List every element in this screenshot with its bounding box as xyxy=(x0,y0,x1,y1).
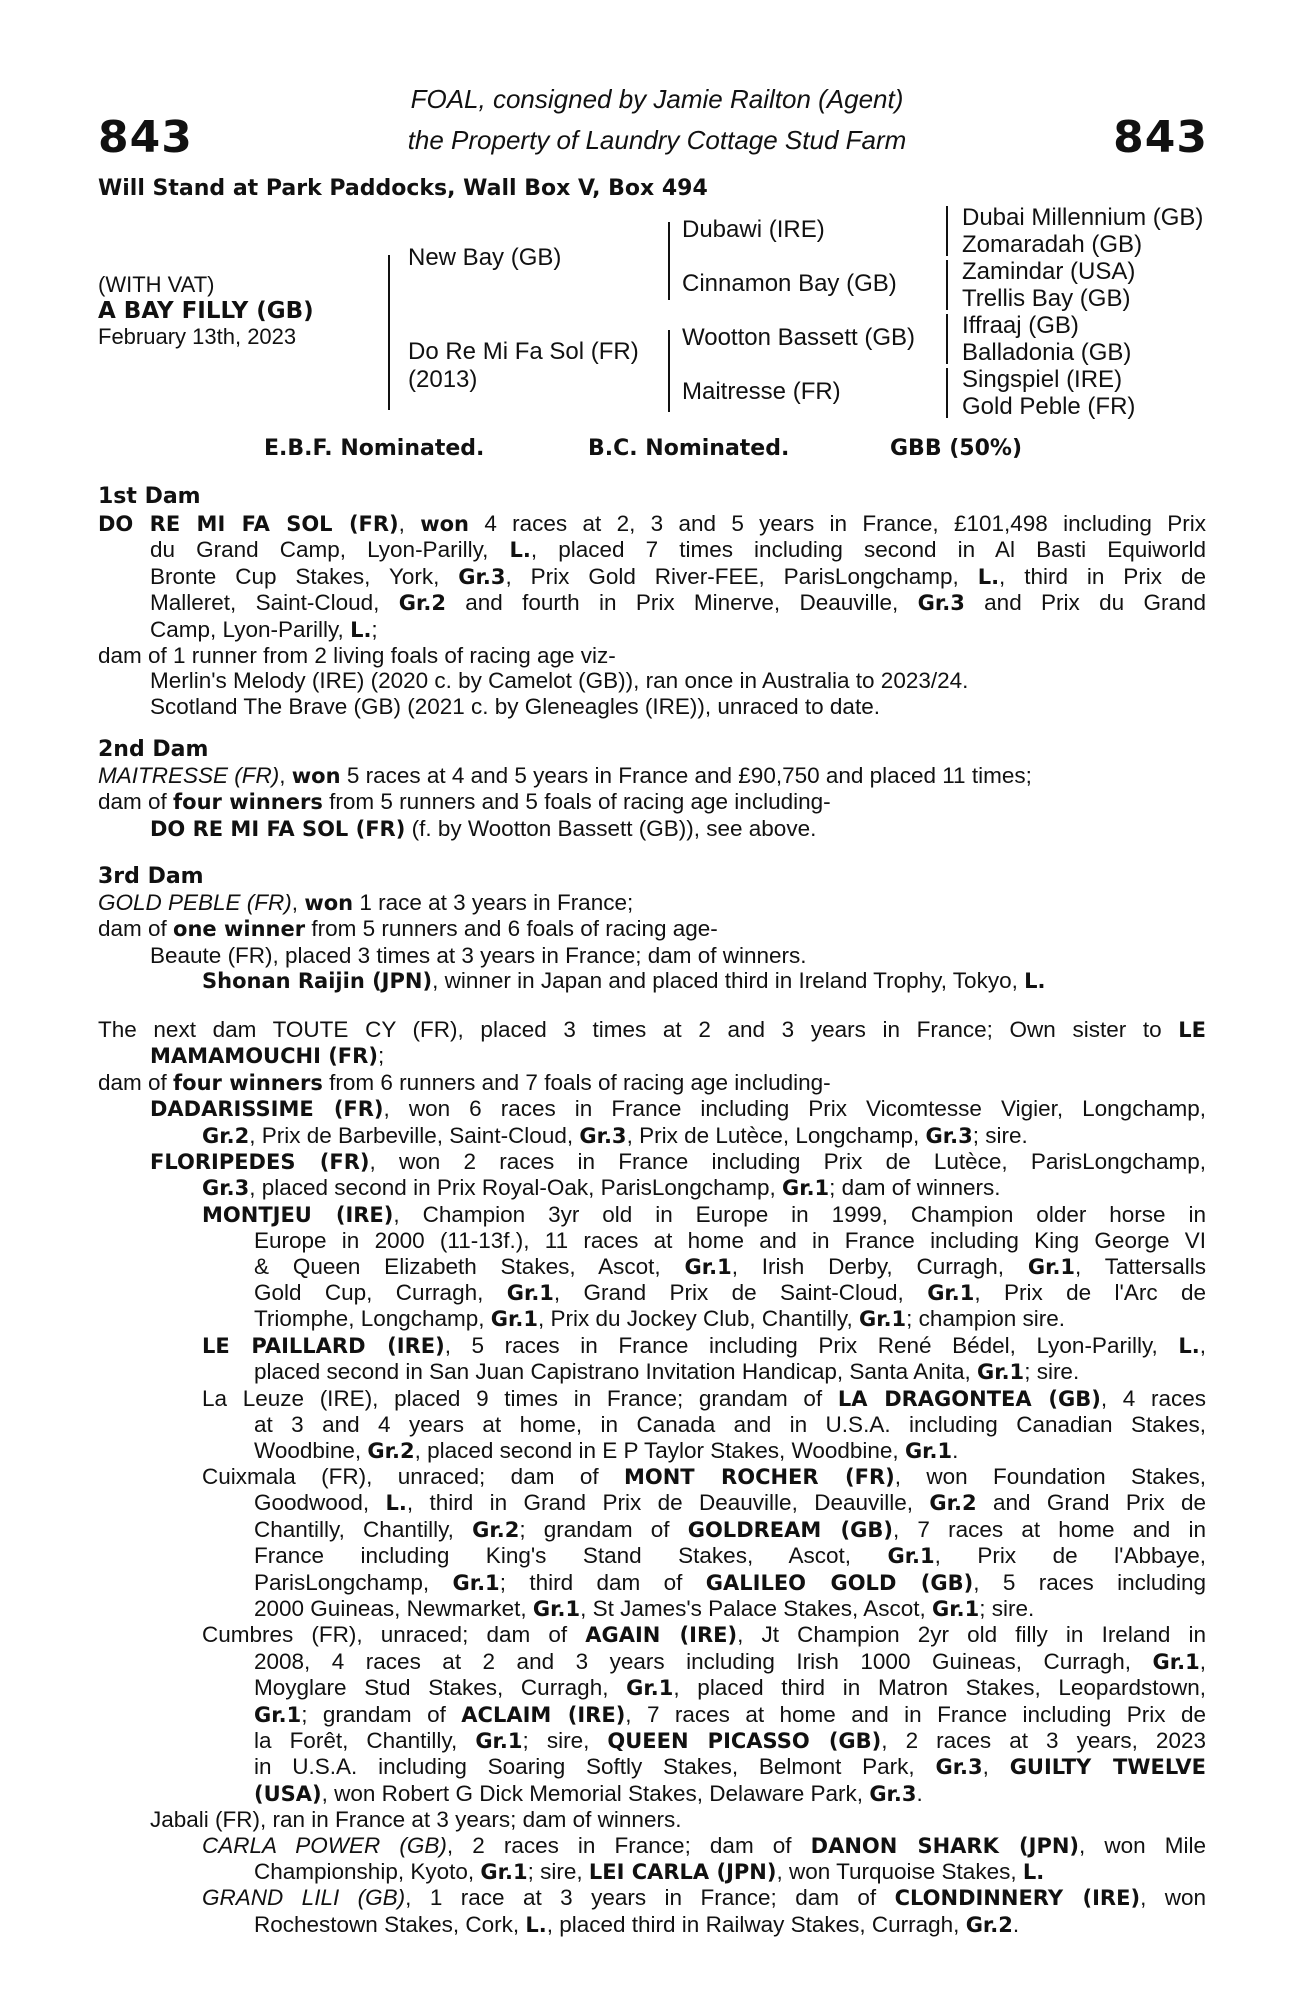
text-line: Scotland The Brave (GB) (2021 c. by Gleneagles (IRE)), unraced to date. xyxy=(150,693,880,719)
second-dam-heading: 2nd Dam xyxy=(98,737,209,762)
text-line: Cumbres (FR), unraced; dam of AGAIN (IRE), Jt Champion 2yr old filly in Ireland in xyxy=(202,1622,1206,1648)
text-line: MONTJEU (IRE), Champion 3yr old in Europe in 1999, Champion older horse in xyxy=(202,1201,1207,1227)
text-line: du Grand Camp, Lyon-Parilly, L., placed 7 times including second in Al Basti Equiworld xyxy=(150,537,1206,563)
stand-location: Will Stand at Park Paddocks, Wall Box V, Box 494 xyxy=(98,176,708,201)
vat-note: (WITH VAT) xyxy=(98,272,215,297)
consignment-line-1: FOAL, consigned by Jamie Railton (Agent) xyxy=(410,84,904,114)
pedigree-dss: Iffraaj (GB) xyxy=(962,312,1079,339)
text-line: Merlin's Melody (IRE) (2020 c. by Camelot (GB)), ran once in Australia to 2023/24. xyxy=(150,668,969,694)
text-line: Bronte Cup Stakes, York, Gr.3, Prix Gold River-FEE, ParisLongchamp, L., third in Prix de xyxy=(150,563,1206,589)
text-line: Chantilly, Chantilly, Gr.2; grandam of GOLDREAM (GB), 7 races at home and in xyxy=(254,1516,1206,1542)
pedigree-dam: Do Re Mi Fa Sol (FR) xyxy=(408,338,639,365)
pedigree-brace-dam xyxy=(668,330,670,412)
pedigree-brace-main xyxy=(388,255,390,410)
pedigree-brace-ss xyxy=(946,206,948,256)
text-line: dam of 1 runner from 2 living foals of racing age viz- xyxy=(98,643,616,669)
text-line: LE PAILLARD (IRE), 5 races in France including Prix René Bédel, Lyon-Parilly, L., xyxy=(202,1332,1206,1358)
pedigree-sire: New Bay (GB) xyxy=(408,244,562,271)
text-line: dam of four winners from 6 runners and 7 foals of racing age including- xyxy=(98,1069,831,1095)
text-line: Malleret, Saint-Cloud, Gr.2 and fourth in Prix Minerve, Deauville, Gr.3 and Prix du Grand xyxy=(150,590,1206,616)
pedigree-dsd: Balladonia (GB) xyxy=(962,339,1132,366)
text-line: DO RE MI FA SOL (FR) (f. by Wootton Bassett (GB)), see above. xyxy=(150,815,817,841)
text-line: dam of one winner from 5 runners and 6 foals of racing age- xyxy=(98,916,718,942)
text-line: & Queen Elizabeth Stakes, Ascot, Gr.1, Irish Derby, Curragh, Gr.1, Tattersalls xyxy=(254,1253,1206,1279)
text-line: Championship, Kyoto, Gr.1; sire, LEI CARLA (JPN), won Turquoise Stakes, L. xyxy=(254,1859,1045,1884)
pedigree-brace-sd xyxy=(946,260,948,310)
bc-nomination: B.C. Nominated. xyxy=(588,436,790,461)
pedigree-dds: Singspiel (IRE) xyxy=(962,366,1123,393)
text-line: FLORIPEDES (FR), won 2 races in France including Prix de Lutèce, ParisLongchamp, xyxy=(150,1149,1206,1175)
text-line: Gr.2, Prix de Barbeville, Saint-Cloud, Gr.3, Prix de Lutèce, Longchamp, Gr.3; sire. xyxy=(202,1122,1028,1148)
lot-number-right: 843 xyxy=(1113,112,1208,163)
text-line: Gr.1; grandam of ACLAIM (IRE), 7 races at home and in France including Prix de xyxy=(254,1701,1206,1727)
text-line: Goodwood, L., third in Grand Prix de Deauville, Deauville, Gr.2 and Grand Prix de xyxy=(254,1490,1207,1516)
foaling-date: February 13th, 2023 xyxy=(98,324,297,349)
ebf-nomination: E.B.F. Nominated. xyxy=(264,436,485,461)
text-line: DADARISSIME (FR), won 6 races in France including Prix Vicomtesse Vigier, Longchamp, xyxy=(150,1096,1206,1122)
text-line: la Forêt, Chantilly, Gr.1; sire, QUEEN PICASSO (GB), 2 races at 3 years, 2023 xyxy=(254,1727,1206,1753)
text-line: Jabali (FR), ran in France at 3 years; dam of winners. xyxy=(150,1807,682,1833)
consignment-line-2: the Property of Laundry Cottage Stud Farm xyxy=(407,125,907,155)
pedigree-dam-sire: Wootton Bassett (GB) xyxy=(682,324,915,351)
gbb-note: GBB (50%) xyxy=(890,436,1023,461)
text-line: The next dam TOUTE CY (FR), placed 3 times at 2 and 3 years in France; Own sister to LE xyxy=(98,1017,1206,1042)
text-line: MAMAMOUCHI (FR); xyxy=(150,1043,385,1069)
third-dam-heading: 3rd Dam xyxy=(98,864,204,889)
text-line: GOLD PEBLE (FR), won 1 race at 3 years in France; xyxy=(98,890,634,915)
text-line: Shonan Raijin (JPN), winner in Japan and placed third in Ireland Trophy, Tokyo, L. xyxy=(202,968,1046,994)
text-line: Europe in 2000 (11-13f.), 11 races at home and in France including King George VI xyxy=(254,1228,1206,1254)
text-line: ParisLongchamp, Gr.1; third dam of GALILEO GOLD (GB), 5 races including xyxy=(254,1569,1206,1595)
first-dam-section xyxy=(98,511,1206,719)
text-line: (USA), won Robert G Dick Memorial Stakes, Delaware Park, Gr.3. xyxy=(254,1780,923,1806)
text-line: France including King's Stand Stakes, Ascot, Gr.1, Prix de l'Abbaye, xyxy=(254,1543,1206,1569)
next-dam-section xyxy=(98,1017,1206,1938)
text-line: placed second in San Juan Capistrano Invitation Handicap, Santa Anita, Gr.1; sire. xyxy=(254,1359,1080,1385)
text-line: GRAND LILI (GB), 1 race at 3 years in France; dam of CLONDINNERY (IRE), won xyxy=(202,1885,1207,1911)
text-line: Gold Cup, Curragh, Gr.1, Grand Prix de Saint-Cloud, Gr.1, Prix de l'Arc de xyxy=(254,1280,1206,1306)
text-line: dam of four winners from 5 runners and 5 foals of racing age including- xyxy=(98,789,831,815)
pedigree-sds: Zamindar (USA) xyxy=(962,258,1136,285)
pedigree-brace-ds xyxy=(946,314,948,364)
pedigree-brace-dd xyxy=(946,368,948,418)
horse-name: A BAY FILLY (GB) xyxy=(98,298,314,324)
first-dam-heading: 1st Dam xyxy=(98,484,201,509)
text-line: Rochestown Stakes, Cork, L., placed third in Railway Stakes, Curragh, Gr.2. xyxy=(254,1911,1020,1937)
text-line: Triomphe, Longchamp, Gr.1, Prix du Jockey Club, Chantilly, Gr.1; champion sire. xyxy=(254,1306,1065,1332)
text-line: Woodbine, Gr.2, placed second in E P Taylor Stakes, Woodbine, Gr.1. xyxy=(254,1437,959,1463)
text-line: Moyglare Stud Stakes, Curragh, Gr.1, placed third in Matron Stakes, Leopardstown, xyxy=(254,1675,1206,1701)
text-line: Beaute (FR), placed 3 times at 3 years in France; dam of winners. xyxy=(150,942,807,968)
pedigree-ddd: Gold Peble (FR) xyxy=(962,393,1136,420)
third-dam-section xyxy=(98,890,1206,995)
text-line: Camp, Lyon-Parilly, L.; xyxy=(150,616,378,642)
pedigree-sdd: Trellis Bay (GB) xyxy=(962,285,1131,312)
text-line: DO RE MI FA SOL (FR), won 4 races at 2, 3 and 5 years in France, £101,498 including Prix xyxy=(98,511,1206,536)
pedigree-dam-year: (2013) xyxy=(408,366,478,393)
second-dam-section xyxy=(98,763,1206,842)
text-line: 2008, 4 races at 2 and 3 years including Irish 1000 Guineas, Curragh, Gr.1, xyxy=(254,1648,1206,1674)
lot-number-left: 843 xyxy=(98,112,193,163)
pedigree-dam-dam: Maitresse (FR) xyxy=(682,378,841,405)
text-line: La Leuze (IRE), placed 9 times in France; grandam of LA DRAGONTEA (GB), 4 races xyxy=(202,1385,1206,1411)
text-line: Cuixmala (FR), unraced; dam of MONT ROCHER (FR), won Foundation Stakes, xyxy=(202,1463,1206,1489)
text-line: Gr.3, placed second in Prix Royal-Oak, ParisLongchamp, Gr.1; dam of winners. xyxy=(202,1175,1001,1201)
text-line: CARLA POWER (GB), 2 races in France; dam of DANON SHARK (JPN), won Mile xyxy=(202,1832,1206,1858)
text-line: at 3 and 4 years at home, in Canada and in U.S.A. including Canadian Stakes, xyxy=(254,1412,1206,1438)
pedigree-ssd: Zomaradah (GB) xyxy=(962,231,1143,258)
pedigree-sss: Dubai Millennium (GB) xyxy=(962,204,1204,231)
pedigree-sire-sire: Dubawi (IRE) xyxy=(682,216,825,243)
pedigree-sire-dam: Cinnamon Bay (GB) xyxy=(682,270,897,297)
pedigree-brace-sire xyxy=(668,222,670,300)
text-line: 2000 Guineas, Newmarket, Gr.1, St James's Palace Stakes, Ascot, Gr.1; sire. xyxy=(254,1595,1035,1621)
text-line: in U.S.A. including Soaring Softly Stakes, Belmont Park, Gr.3, GUILTY TWELVE xyxy=(254,1754,1206,1780)
text-line: MAITRESSE (FR), won 5 races at 4 and 5 years in France and £90,750 and placed 11 times; xyxy=(98,763,1032,788)
